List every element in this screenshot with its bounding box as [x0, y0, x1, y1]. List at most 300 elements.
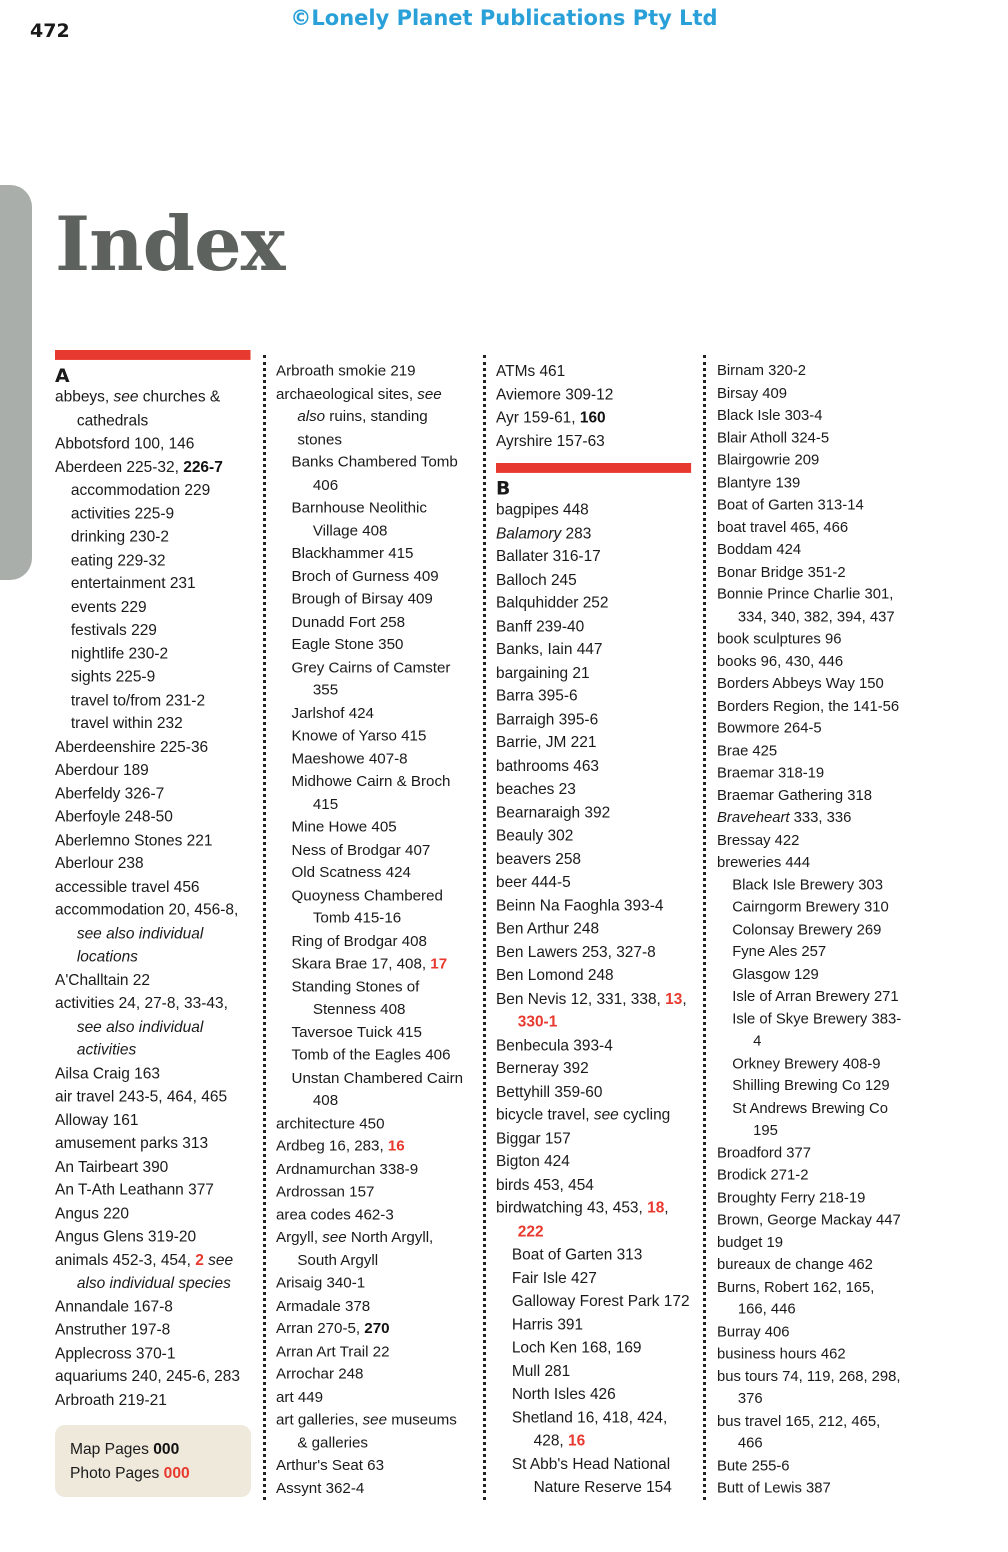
index-entry [276, 1204, 470, 1227]
entry-text: activities 24, 27-8, 33-43, [55, 995, 228, 1012]
index-entry [717, 1231, 907, 1253]
index-entry [717, 1254, 907, 1276]
index-entry [55, 876, 254, 899]
entry-text: Argyll, [276, 1229, 323, 1246]
index-subentry [292, 884, 471, 930]
entry-text: Mull 281 [511, 1362, 571, 1380]
entry-text: Shetland 16, 418, 424, 428, [511, 1409, 668, 1450]
index-subentry [71, 619, 254, 642]
entry-text: Arran Art Trail 22 [276, 1343, 390, 1360]
index-entry [717, 628, 907, 650]
index-entry [496, 801, 694, 824]
index-subentry [292, 725, 471, 748]
index-subentry [732, 963, 907, 985]
index-entry [496, 1081, 694, 1104]
entry-text: Angus Glens 319-20 [55, 1228, 197, 1246]
index-subentry [71, 596, 254, 619]
index-entry [55, 1202, 254, 1225]
index-entry [496, 522, 694, 545]
entry-text: Angus 220 [55, 1205, 130, 1222]
entry-text: Fair Isle 427 [511, 1269, 597, 1287]
entry-text: Ayrshire 157-63 [496, 432, 605, 450]
index-subentry [512, 1360, 694, 1383]
entry-text: 283 [561, 524, 592, 542]
index-entry [496, 871, 694, 894]
index-title: Index [55, 200, 285, 288]
entry-text: Maeshowe 407-8 [291, 750, 408, 767]
entry-text: Blantyre 139 [717, 474, 801, 491]
index-entry [496, 987, 694, 1034]
entry-text: Birnam 320-2 [717, 362, 807, 380]
column-separator [703, 355, 706, 1500]
index-subentry [732, 874, 907, 896]
page-number: 472 [30, 20, 70, 42]
index-entry [717, 472, 907, 494]
index-entry [276, 1226, 470, 1272]
index-subentry [292, 770, 471, 816]
section-letter [55, 366, 254, 386]
side-tab [0, 185, 32, 580]
index-entry [717, 561, 907, 583]
entry-text: Ailsa Craig 163 [55, 1065, 160, 1082]
index-entry [55, 969, 254, 992]
entry-text: amusement parks 313 [55, 1135, 209, 1152]
index-entry [496, 964, 694, 987]
entry-text: 333, 336 [789, 809, 852, 826]
index-entry [717, 427, 907, 449]
entry-text: abbeys, [55, 388, 114, 406]
entry-text: Bonnie Prince Charlie 301, 334, 340, 382, 394, 437 [717, 586, 895, 625]
entry-text: Borders Region, the 141-56 [717, 698, 900, 715]
entry-text: Unstan Chambered Cairn 408 [291, 1069, 464, 1109]
entry-text: boat travel 465, 466 [717, 519, 849, 536]
index-subentry [292, 953, 471, 976]
index-subentry [71, 502, 254, 525]
index-entry [496, 568, 694, 591]
cross-reference-text: see also individual species [76, 1251, 234, 1292]
index-entry [717, 807, 907, 829]
entry-text: birdwatching 43, 453, [496, 1199, 648, 1217]
entry-text: Ben Lawers 253, 327-8 [496, 943, 656, 961]
entry-text: Barrie, JM 221 [496, 734, 597, 752]
entry-text: Ayr 159-61, [496, 409, 580, 427]
index-entry [496, 430, 694, 453]
index-subentry [732, 896, 907, 918]
index-subentry [71, 549, 254, 572]
entry-text: area codes 462-3 [276, 1206, 394, 1223]
index-entry [717, 1164, 907, 1186]
entry-text: entertainment 231 [70, 575, 196, 593]
index-entry [717, 1209, 907, 1231]
entry-text: Armadale 378 [276, 1297, 371, 1315]
entry-text: Biggar 157 [496, 1130, 571, 1147]
index-column-1 [55, 350, 254, 1412]
entry-text: Skara Brae 17, 408, [291, 955, 431, 973]
section-letter [496, 479, 694, 499]
entry-text: An T-Ath Leathann 377 [55, 1181, 214, 1199]
index-entry [717, 829, 907, 851]
index-entry [717, 695, 907, 717]
copyright-notice: ©Lonely Planet Publications Pty Ltd [290, 6, 718, 30]
entry-text: ruins, standing stones [297, 408, 428, 448]
photo-pages-label: Photo Pages [70, 1465, 160, 1482]
index-entry [276, 1318, 470, 1341]
index-subentry [292, 565, 471, 588]
column-separator [263, 355, 266, 1500]
index-entry [55, 1295, 254, 1318]
entry-text: Ben Arthur 248 [496, 920, 600, 938]
index-entry [55, 1085, 254, 1108]
index-subentry [292, 497, 471, 543]
index-entry [496, 545, 694, 568]
index-subentry [732, 1097, 907, 1142]
entry-text: Boat of Garten 313 [511, 1246, 643, 1264]
index-entry [55, 992, 254, 1062]
index-subentry [292, 748, 471, 771]
index-entry [496, 383, 694, 406]
entry-text: festivals 229 [70, 621, 157, 639]
index-entry [55, 1062, 254, 1085]
index-entry [496, 894, 694, 917]
entry-text: Tomb of the Eagles 406 [291, 1046, 451, 1064]
entry-text: bureaux de change 462 [717, 1256, 873, 1273]
entry-text: drinking 230-2 [70, 528, 169, 546]
entry-text: air travel 243-5, 464, 465 [55, 1088, 228, 1106]
entry-text: bus travel 165, 212, 465, 466 [717, 1413, 881, 1452]
entry-text: book sculptures 96 [717, 630, 842, 648]
entry-text: Barra 395-6 [496, 687, 578, 705]
entry-text: bicycle travel, [496, 1106, 594, 1124]
entry-text: Eagle Stone 350 [291, 636, 404, 654]
entry-text: accommodation 20, 456-8, [55, 901, 239, 919]
entry-text: Ben Nevis 12, 331, 338, [496, 990, 666, 1008]
entry-text: budget 19 [717, 1234, 783, 1251]
index-entry [496, 499, 694, 522]
cross-reference-text: see [593, 1106, 619, 1124]
index-entry [717, 1321, 907, 1343]
entry-text: Arran 270-5, [276, 1320, 365, 1337]
index-entry [496, 1127, 694, 1150]
entry-text: Aberlemno Stones 221 [55, 831, 213, 849]
entry-text: Banff 239-40 [496, 617, 585, 635]
entry-text: churches & cathedrals [76, 388, 221, 429]
entry-text: Braemar 318-19 [717, 765, 825, 782]
entry-text: bus tours 74, 119, 268, 298, 376 [717, 1368, 901, 1407]
index-entry [717, 785, 907, 807]
entry-text: St Andrews Brewing Co 195 [732, 1100, 888, 1139]
entry-text: Ben Lomond 248 [496, 967, 614, 984]
index-entry [496, 1150, 694, 1173]
cross-reference-text: Balamory [496, 524, 562, 542]
map-pages-value: 000 [153, 1441, 180, 1458]
entry-text: Banks, Iain 447 [496, 641, 603, 659]
entry-text: Burns, Robert 162, 165, 166, 446 [717, 1278, 875, 1318]
entry-text: Brough of Birsay 409 [291, 590, 433, 608]
entry-text: Shilling Brewing Co 129 [732, 1077, 890, 1095]
index-entry [276, 1386, 470, 1409]
entry-text: accommodation 229 [70, 482, 211, 499]
index-subentry [732, 1075, 907, 1097]
section-spacer [496, 453, 694, 463]
index-subentry [292, 634, 471, 657]
entry-text: A'Challtain 22 [55, 971, 151, 989]
cross-reference-text: see [362, 1411, 388, 1429]
index-entry [717, 405, 907, 427]
index-entry [717, 449, 907, 471]
index-entry [496, 1174, 694, 1197]
entry-text: , [664, 1199, 669, 1217]
entry-text: Mine Howe 405 [291, 818, 397, 836]
entry-text: nightlife 230-2 [70, 645, 169, 663]
entry-text: animals 452-3, 454, [55, 1251, 196, 1269]
index-entry [55, 899, 254, 969]
index-entry [496, 685, 694, 708]
entry-text: bathrooms 463 [496, 757, 600, 775]
entry-text: Glasgow 129 [732, 966, 819, 983]
entry-text: Bressay 422 [717, 832, 800, 849]
photo-page-ref: 222 [517, 1223, 544, 1240]
photo-pages-value: 000 [163, 1465, 190, 1482]
cross-reference-text: see [322, 1229, 347, 1246]
index-entry [55, 386, 254, 433]
entry-text: Ballater 316-17 [496, 548, 601, 566]
entry-text: Aberfeldy 326-7 [55, 785, 165, 803]
index-entry [276, 1363, 470, 1386]
index-entry [55, 1342, 254, 1365]
entry-text: architecture 450 [276, 1115, 385, 1132]
index-entry [717, 360, 907, 382]
entry-text: Brodick 271-2 [717, 1167, 809, 1184]
entry-text: eating 229-32 [70, 551, 166, 569]
index-entry [55, 456, 254, 479]
entry-text: Galloway Forest Park 172 [511, 1292, 690, 1310]
entry-text: beavers 258 [496, 850, 582, 868]
entry-text: Fyne Ales 257 [732, 943, 827, 960]
entry-text: Arbroath 219-21 [55, 1391, 167, 1409]
entry-text: Blackhammer 415 [291, 545, 414, 562]
entry-text: Butt of Lewis 387 [717, 1480, 831, 1497]
cross-reference-text: see also individual activities [76, 1018, 204, 1059]
entry-text: Arbroath smokie 219 [276, 362, 416, 380]
index-entry [717, 1343, 907, 1365]
index-entry [276, 383, 470, 451]
index-entry [717, 1142, 907, 1164]
entry-text: A [55, 364, 70, 387]
index-entry [276, 1112, 470, 1135]
entry-text: Braemar Gathering 318 [717, 787, 872, 804]
entry-text: Brae 425 [717, 742, 778, 759]
column-separator [483, 355, 486, 1500]
entry-text: art 449 [276, 1388, 324, 1406]
entry-text: Broch of Gurness 409 [291, 568, 439, 585]
entry-text: Benbecula 393-4 [496, 1036, 613, 1054]
entry-text: Colonsay Brewery 269 [732, 921, 882, 938]
index-entry [496, 360, 694, 383]
entry-text: Abbotsford 100, 146 [55, 435, 195, 453]
entry-text: bargaining 21 [496, 664, 590, 682]
photo-page-ref: 18 [647, 1199, 665, 1217]
entry-text: An Tairbeart 390 [55, 1158, 169, 1176]
index-entry [55, 759, 254, 782]
index-entry [717, 673, 907, 695]
index-entry [276, 1158, 470, 1181]
entry-text: Borders Abbeys Way 150 [717, 675, 884, 692]
entry-text: Aviemore 309-12 [496, 386, 614, 404]
entry-text: ATMs 461 [496, 362, 566, 380]
entry-text: Loch Ken 168, 169 [511, 1339, 642, 1357]
index-subentry [292, 542, 471, 565]
index-entry [717, 1365, 907, 1410]
entry-text: Bigton 424 [496, 1153, 570, 1171]
index-subentry [292, 1021, 471, 1044]
index-entry [717, 382, 907, 404]
index-entry [276, 1272, 470, 1295]
entry-text: art galleries, [276, 1411, 363, 1429]
entry-text: St Abb's Head National Nature Reserve 154 [511, 1455, 672, 1496]
index-subentry [512, 1290, 694, 1313]
entry-text: activities 225-9 [70, 505, 175, 523]
index-entry [276, 1477, 470, 1500]
index-entry [496, 941, 694, 964]
entry-text: Arisaig 340-1 [276, 1274, 366, 1292]
index-entry [276, 1135, 470, 1158]
entry-text: Isle of Arran Brewery 271 [732, 988, 899, 1005]
index-subentry [512, 1337, 694, 1360]
entry-text: Anstruther 197-8 [55, 1321, 171, 1339]
index-subentry [71, 526, 254, 549]
index-entry [55, 852, 254, 875]
entry-text: Aberfoyle 248-50 [55, 808, 173, 826]
index-entry [496, 662, 694, 685]
entry-text: Isle of Skye Brewery 383-4 [732, 1010, 902, 1050]
entry-text: Arrochar 248 [276, 1366, 364, 1383]
index-entry [276, 1181, 470, 1204]
entry-text: Beauly 302 [496, 827, 574, 845]
entry-text: events 229 [70, 598, 147, 616]
entry-text: Grey Cairns of Camster 355 [291, 659, 451, 699]
index-subentry [292, 816, 471, 839]
index-subentry [71, 689, 254, 712]
entry-text: museums & galleries [297, 1411, 457, 1451]
entry-text: Aberdeenshire 225-36 [55, 738, 209, 756]
index-entry [55, 1179, 254, 1202]
index-subentry [292, 1067, 471, 1113]
index-subentry [292, 862, 471, 885]
index-subentry [732, 919, 907, 941]
photo-page-ref: 13 [665, 990, 683, 1008]
entry-text: Taversoe Tuick 415 [291, 1024, 422, 1041]
entry-text: Barnhouse Neolithic Village 408 [291, 499, 427, 540]
index-subentry [512, 1267, 694, 1290]
photo-page-ref: 17 [430, 955, 448, 973]
entry-text: sights 225-9 [70, 668, 156, 686]
index-entry [717, 718, 907, 740]
index-column-2 [276, 360, 470, 1500]
entry-text: Brown, George Mackay 447 [717, 1211, 901, 1229]
map-page-ref: 270 [364, 1320, 390, 1337]
entry-text: Midhowe Cairn & Broch 415 [291, 773, 451, 813]
entry-text: aquariums 240, 245-6, 283 [55, 1368, 240, 1386]
index-subentry [512, 1406, 694, 1453]
entry-text: Ness of Brodgar 407 [291, 841, 431, 859]
index-entry [496, 638, 694, 661]
index-entry [55, 1132, 254, 1155]
section-divider-bar [496, 463, 691, 473]
photo-page-ref: 16 [567, 1432, 586, 1450]
index-entry [496, 1034, 694, 1057]
index-subentry [292, 611, 471, 634]
entry-text: beer 444-5 [496, 874, 571, 891]
map-page-ref: 226-7 [183, 458, 223, 476]
index-entry [276, 360, 470, 383]
map-page-ref: 160 [579, 409, 606, 427]
entry-text: Boddam 424 [717, 541, 802, 558]
index-entry [717, 1187, 907, 1209]
index-entry [496, 407, 694, 430]
index-entry [55, 829, 254, 852]
entry-text: Ring of Brodgar 408 [291, 932, 427, 950]
entry-text: books 96, 430, 446 [717, 653, 844, 670]
index-entry [276, 1409, 470, 1455]
index-subentry [292, 1044, 471, 1067]
index-subentry [512, 1243, 694, 1266]
index-entry [496, 615, 694, 638]
cross-reference-text: Braveheart [717, 809, 790, 826]
entry-text: Assynt 362-4 [276, 1480, 365, 1497]
index-entry [717, 762, 907, 784]
index-entry [55, 782, 254, 805]
index-entry [496, 731, 694, 754]
entry-text: , [682, 990, 687, 1008]
photo-page-ref: 16 [387, 1138, 405, 1155]
entry-text: Burray 406 [717, 1323, 790, 1340]
entry-text: birds 453, 454 [496, 1176, 594, 1194]
entry-text: travel to/from 231-2 [70, 691, 206, 709]
entry-text: Bearnaraigh 392 [496, 804, 611, 822]
entry-text: Broadford 377 [717, 1144, 811, 1162]
index-entry [717, 1455, 907, 1477]
index-column-4 [717, 360, 907, 1500]
index-entry [717, 583, 907, 628]
entry-text: Beinn Na Faoghla 393-4 [496, 897, 664, 915]
entry-text: Ardbeg 16, 283, [276, 1138, 388, 1155]
index-subentry [292, 839, 471, 862]
index-entry [496, 778, 694, 801]
entry-text: Bonar Bridge 351-2 [717, 563, 846, 581]
index-subentry [292, 588, 471, 611]
entry-text: Dunadd Fort 258 [291, 613, 406, 631]
entry-text: Ardrossan 157 [276, 1183, 375, 1201]
index-subentry [732, 1053, 907, 1075]
index-subentry [732, 941, 907, 963]
section-divider-bar [55, 350, 251, 360]
entry-text: cycling [618, 1106, 671, 1124]
index-subentry [292, 976, 471, 1022]
index-subentry [71, 572, 254, 595]
entry-text: Harris 391 [511, 1316, 584, 1334]
entry-text: accessible travel 456 [55, 878, 200, 896]
index-subentry [71, 712, 254, 735]
entry-text: Black Isle Brewery 303 [732, 876, 884, 893]
index-entry [717, 494, 907, 516]
entry-text: Alloway 161 [55, 1111, 139, 1129]
index-entry [55, 1225, 254, 1248]
index-entry [276, 1295, 470, 1318]
entry-text: Bowmore 264-5 [717, 720, 822, 737]
entry-text: Old Scatness 424 [291, 864, 411, 881]
index-entry [55, 1319, 254, 1342]
entry-text: Blairgowrie 209 [717, 452, 820, 469]
